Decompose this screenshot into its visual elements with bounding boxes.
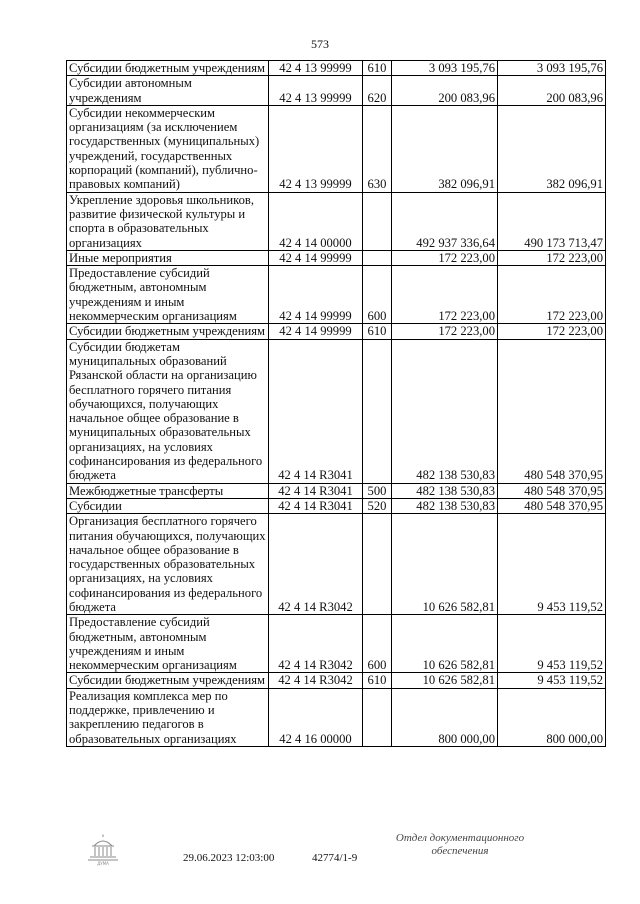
table-row — [67, 498, 606, 513]
duma-emblem-icon — [86, 834, 120, 866]
row-target-code-cell: 42 4 14 99999 — [269, 324, 363, 339]
row-amount-plan-cell: 492 937 336,64 — [392, 192, 498, 250]
row-expense-type-cell — [363, 250, 392, 265]
row-name-cell: Субсидии бюджетным учреждениям — [67, 324, 269, 339]
row-name-cell: Организация бесплатного горячего питания обучающихся, получающих начальное общее образование в государственных образовательных организациях, на условиях софинансирования из федерального бюджета — [67, 514, 269, 615]
row-target-code-cell: 42 4 13 99999 — [269, 105, 363, 192]
row-amount-plan-cell: 382 096,91 — [392, 105, 498, 192]
budget-table-body — [67, 61, 606, 747]
row-amount-plan-cell: 482 138 530,83 — [392, 483, 498, 498]
row-expense-type-cell: 610 — [363, 61, 392, 76]
row-name-cell: Укрепление здоровья школьников, развитие физической культуры и спорта в образовательных организациях — [67, 192, 269, 250]
row-target-code-cell: 42 4 14 R3042 — [269, 615, 363, 673]
row-target-code-cell: 42 4 14 R3041 — [269, 498, 363, 513]
table-row — [67, 76, 606, 106]
row-expense-type-cell — [363, 688, 392, 746]
row-expense-type-cell: 600 — [363, 615, 392, 673]
row-amount-plan-cell: 800 000,00 — [392, 688, 498, 746]
row-amount-plan-cell: 482 138 530,83 — [392, 339, 498, 483]
stamp-line-2: обеспечения — [431, 845, 489, 857]
row-amount-actual-cell: 490 173 713,47 — [498, 192, 606, 250]
row-name-cell: Реализация комплекса мер по поддержке, привлечению и закреплению педагогов в образовательных организациях — [67, 688, 269, 746]
row-name-cell: Субсидии бюджетным учреждениям — [67, 673, 269, 688]
row-amount-actual-cell: 9 453 119,52 — [498, 514, 606, 615]
row-name-cell: Субсидии бюджетным учреждениям — [67, 61, 269, 76]
table-row — [67, 61, 606, 76]
table-row — [67, 192, 606, 250]
row-amount-actual-cell: 9 453 119,52 — [498, 615, 606, 673]
row-expense-type-cell — [363, 192, 392, 250]
row-name-cell: Субсидии некоммерческим организациям (за исключением государственных (муниципальных) учреждений, государственных корпораций (компаний), публично-правовых компаний) — [67, 105, 269, 192]
table-row — [67, 514, 606, 615]
row-amount-actual-cell: 480 548 370,95 — [498, 339, 606, 483]
row-expense-type-cell: 500 — [363, 483, 392, 498]
row-amount-plan-cell: 3 093 195,76 — [392, 61, 498, 76]
row-amount-actual-cell: 172 223,00 — [498, 266, 606, 324]
row-target-code-cell: 42 4 14 R3042 — [269, 673, 363, 688]
row-target-code-cell: 42 4 13 99999 — [269, 76, 363, 106]
table-row — [67, 339, 606, 483]
row-amount-plan-cell: 10 626 582,81 — [392, 514, 498, 615]
row-target-code-cell: 42 4 14 R3041 — [269, 483, 363, 498]
table-row — [67, 266, 606, 324]
row-name-cell: Предоставление субсидий бюджетным, автономным учреждениям и иным некоммерческим организациям — [67, 615, 269, 673]
row-name-cell: Субсидии бюджетам муниципальных образований Рязанской области на организацию бесплатного горячего питания обучающихся, получающих начальное общее образование в муниципальных образовательных организациях, на условиях софинансирования из федерального бюджета — [67, 339, 269, 483]
row-name-cell: Межбюджетные трансферты — [67, 483, 269, 498]
row-target-code-cell: 42 4 14 R3042 — [269, 514, 363, 615]
table-row — [67, 483, 606, 498]
row-amount-actual-cell: 382 096,91 — [498, 105, 606, 192]
row-name-cell: Субсидии автономным учреждениям — [67, 76, 269, 106]
row-amount-plan-cell: 172 223,00 — [392, 266, 498, 324]
row-target-code-cell: 42 4 14 R3041 — [269, 339, 363, 483]
row-target-code-cell: 42 4 14 00000 — [269, 192, 363, 250]
row-expense-type-cell: 620 — [363, 76, 392, 106]
row-expense-type-cell: 600 — [363, 266, 392, 324]
department-stamp — [380, 832, 540, 858]
row-name-cell: Иные мероприятия — [67, 250, 269, 265]
table-row — [67, 688, 606, 746]
row-expense-type-cell: 610 — [363, 324, 392, 339]
row-expense-type-cell — [363, 514, 392, 615]
row-amount-plan-cell: 482 138 530,83 — [392, 498, 498, 513]
row-target-code-cell: 42 4 16 00000 — [269, 688, 363, 746]
row-name-cell: Предоставление субсидий бюджетным, автономным учреждениям и иным некоммерческим организациям — [67, 266, 269, 324]
row-amount-actual-cell: 9 453 119,52 — [498, 673, 606, 688]
footer-doc-number: 42774/1-9 — [312, 852, 358, 864]
page-number: 573 — [311, 37, 329, 51]
row-amount-actual-cell: 480 548 370,95 — [498, 498, 606, 513]
row-expense-type-cell — [363, 339, 392, 483]
row-expense-type-cell: 520 — [363, 498, 392, 513]
row-amount-actual-cell: 200 083,96 — [498, 76, 606, 106]
row-amount-actual-cell: 480 548 370,95 — [498, 483, 606, 498]
table-row — [67, 324, 606, 339]
stamp-line-1: Отдел документационного — [395, 832, 525, 844]
table-row — [67, 105, 606, 192]
row-amount-plan-cell: 10 626 582,81 — [392, 615, 498, 673]
budget-table — [66, 60, 606, 747]
table-row — [67, 250, 606, 265]
row-amount-actual-cell: 800 000,00 — [498, 688, 606, 746]
row-amount-actual-cell: 172 223,00 — [498, 324, 606, 339]
row-amount-actual-cell: 3 093 195,76 — [498, 61, 606, 76]
row-target-code-cell: 42 4 14 99999 — [269, 266, 363, 324]
row-amount-plan-cell: 172 223,00 — [392, 250, 498, 265]
row-target-code-cell: 42 4 14 99999 — [269, 250, 363, 265]
row-amount-actual-cell: 172 223,00 — [498, 250, 606, 265]
row-name-cell: Субсидии — [67, 498, 269, 513]
table-row — [67, 615, 606, 673]
footer-datetime: 29.06.2023 12:03:00 — [183, 852, 275, 864]
table-row — [67, 673, 606, 688]
svg-text:ДУМА: ДУМА — [97, 861, 109, 866]
row-amount-plan-cell: 200 083,96 — [392, 76, 498, 106]
row-expense-type-cell: 610 — [363, 673, 392, 688]
row-target-code-cell: 42 4 13 99999 — [269, 61, 363, 76]
row-amount-plan-cell: 172 223,00 — [392, 324, 498, 339]
row-amount-plan-cell: 10 626 582,81 — [392, 673, 498, 688]
row-expense-type-cell: 630 — [363, 105, 392, 192]
